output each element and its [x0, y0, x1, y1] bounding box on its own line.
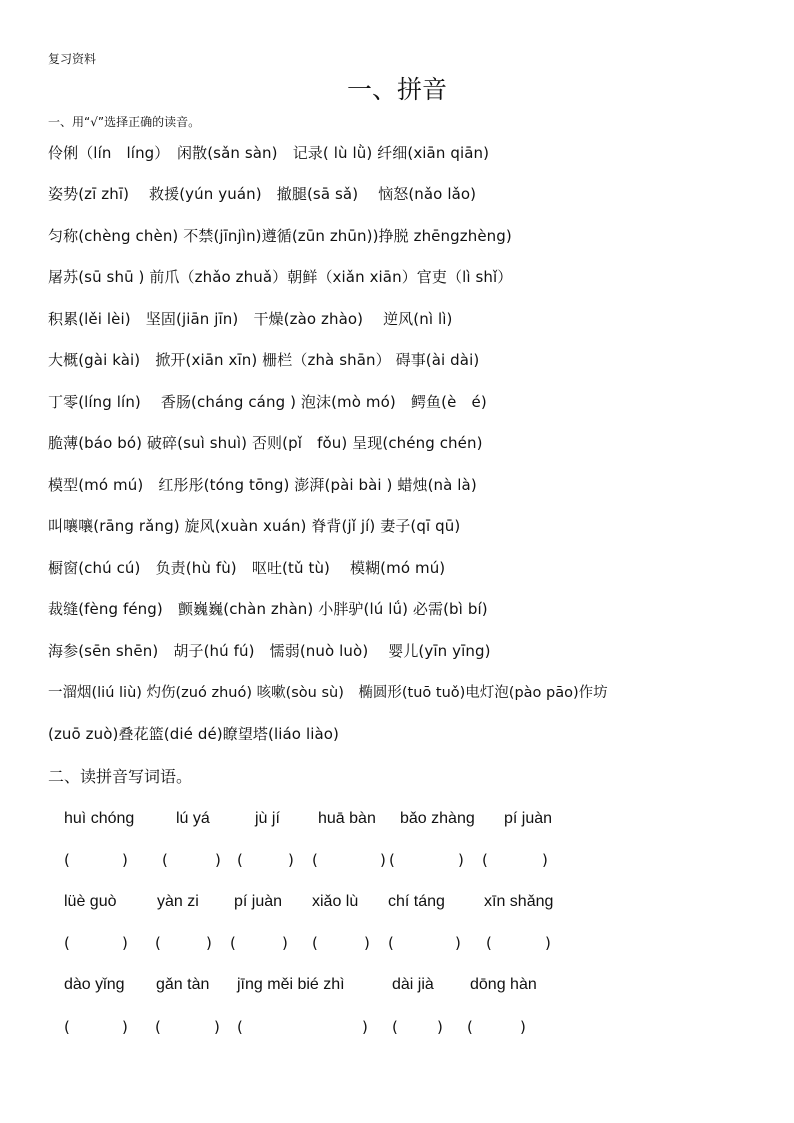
header-note: 复习资料: [48, 52, 97, 66]
pinyin-line: 海参(sēn shēn) 胡子(hú fú) 懦弱(nuò luò) 婴儿(yīn yīng): [48, 642, 491, 660]
pinyin-word: lú yá: [176, 810, 210, 827]
pinyin-word: chí táng: [388, 893, 445, 910]
answer-blank-close: ): [122, 1018, 128, 1036]
answer-blank-close: ): [122, 934, 128, 952]
answer-blank-close: ): [542, 851, 548, 869]
pinyin-word: lüè guò: [64, 893, 117, 910]
answer-blank-open: (: [155, 1018, 161, 1036]
pinyin-word: dào yǐng: [64, 976, 125, 993]
answer-blank-open: (: [230, 934, 236, 952]
answer-blank-open: (: [467, 1018, 473, 1036]
pinyin-word: yàn zi: [157, 893, 199, 910]
answer-blank-open: (: [312, 934, 318, 952]
pinyin-line: 一溜烟(liú liù) 灼伤(zuó zhuó) 咳嗽(sòu sù) 椭圆形(tuō tuǒ)电灯泡(pào pāo)作坊: [48, 685, 608, 701]
pinyin-word: xiǎo lù: [312, 893, 359, 910]
answer-blank-close: ): [545, 934, 551, 952]
answer-blank-open: (: [486, 934, 492, 952]
answer-blank-close: ): [437, 1018, 443, 1036]
answer-blank-close: ): [282, 934, 288, 952]
pinyin-line: 橱窗(chú cú) 负责(hù fù) 呕吐(tǔ tù) 模糊(mó mú): [48, 559, 446, 577]
pinyin-word: dōng hàn: [470, 976, 537, 993]
pinyin-line: 丁零(líng lín) 香肠(cháng cáng ) 泡沫(mò mó) 鳄鱼(è é): [48, 393, 487, 411]
answer-blank-open: (: [64, 934, 70, 952]
answer-blank-open: (: [392, 1018, 398, 1036]
pinyin-line: 叫嚷嚷(rāng rǎng) 旋风(xuàn xuán) 脊背(jǐ jí) 妻子(qī qū): [48, 517, 461, 535]
page-title: 一、拼音: [346, 75, 447, 104]
answer-blank-close: ): [364, 934, 370, 952]
answer-blank-close: ): [458, 851, 464, 869]
pinyin-line: 脆薄(báo bó) 破碎(suì shuì) 否则(pǐ fǒu) 呈现(chéng chén): [48, 434, 483, 452]
pinyin-line: 大概(gài kài) 掀开(xiān xīn) 栅栏（zhà shān） 碍事(ài dài): [48, 351, 480, 369]
pinyin-line: 姿势(zī zhī) 救援(yún yuán) 撤腿(sā sǎ) 恼怒(nǎo lǎo): [48, 185, 477, 203]
answer-blank-open: (: [162, 851, 168, 869]
section-heading: 二、读拼音写词语。: [48, 767, 193, 786]
instruction-text: 一、用“√”选择正确的读音。: [48, 115, 201, 129]
answer-blank-open: (: [312, 851, 318, 869]
answer-blank-open: (: [155, 934, 161, 952]
answer-blank-close: ): [122, 851, 128, 869]
pinyin-line: 模型(mó mú) 红彤彤(tóng tōng) 澎湃(pài bài ) 蜡烛(nà là): [48, 476, 477, 494]
pinyin-line: (zuō zuò)叠花篮(dié dé)瞭望塔(liáo liào): [48, 725, 340, 743]
pinyin-word: xīn shǎng: [484, 893, 554, 910]
pinyin-word: dài jià: [392, 976, 434, 993]
answer-blank-close: ): [380, 851, 386, 869]
pinyin-word: huì chóng: [64, 810, 135, 827]
answer-blank-open: (: [237, 851, 243, 869]
pinyin-word: pí juàn: [234, 893, 283, 910]
answer-blank-close: ): [215, 851, 221, 869]
answer-blank-open: (: [389, 851, 395, 869]
answer-blank-open: (: [482, 851, 488, 869]
answer-blank-close: ): [206, 934, 212, 952]
pinyin-word: jīng měi bié zhì: [237, 976, 345, 993]
answer-blank-open: (: [237, 1018, 243, 1036]
pinyin-line: 屠苏(sū shū ) 前爪（zhǎo zhuǎ）朝鲜（xiǎn xiān）官吏（lì shǐ）: [48, 268, 513, 286]
pinyin-line: 裁缝(fèng féng) 颤巍巍(chàn zhàn) 小胖驴(lú lǘ) 必需(bì bí): [48, 600, 488, 618]
answer-blank-close: ): [214, 1018, 220, 1036]
pinyin-word: gǎn tàn: [156, 976, 210, 993]
answer-blank-close: ): [362, 1018, 368, 1036]
answer-blank-close: ): [455, 934, 461, 952]
pinyin-word: jù jí: [255, 810, 280, 827]
pinyin-word: huā bàn: [318, 810, 376, 827]
answer-blank-open: (: [64, 851, 70, 869]
answer-blank-open: (: [388, 934, 394, 952]
answer-blank-open: (: [64, 1018, 70, 1036]
answer-blank-close: ): [520, 1018, 526, 1036]
pinyin-line: 匀称(chèng chèn) 不禁(jīnjìn)遵循(zūn zhūn))挣脱 zhēngzhèng): [48, 227, 512, 245]
pinyin-word: bǎo zhàng: [400, 810, 475, 827]
pinyin-line: 积累(lěi lèi) 坚固(jiān jīn) 干燥(zào zhào) 逆风(nì lì): [48, 310, 453, 328]
answer-blank-close: ): [288, 851, 294, 869]
pinyin-line: 伶俐（lín líng） 闲散(sǎn sàn) 记录( lù lǜ) 纤细(xiān qiān): [48, 144, 490, 162]
pinyin-word: pí juàn: [504, 810, 553, 827]
